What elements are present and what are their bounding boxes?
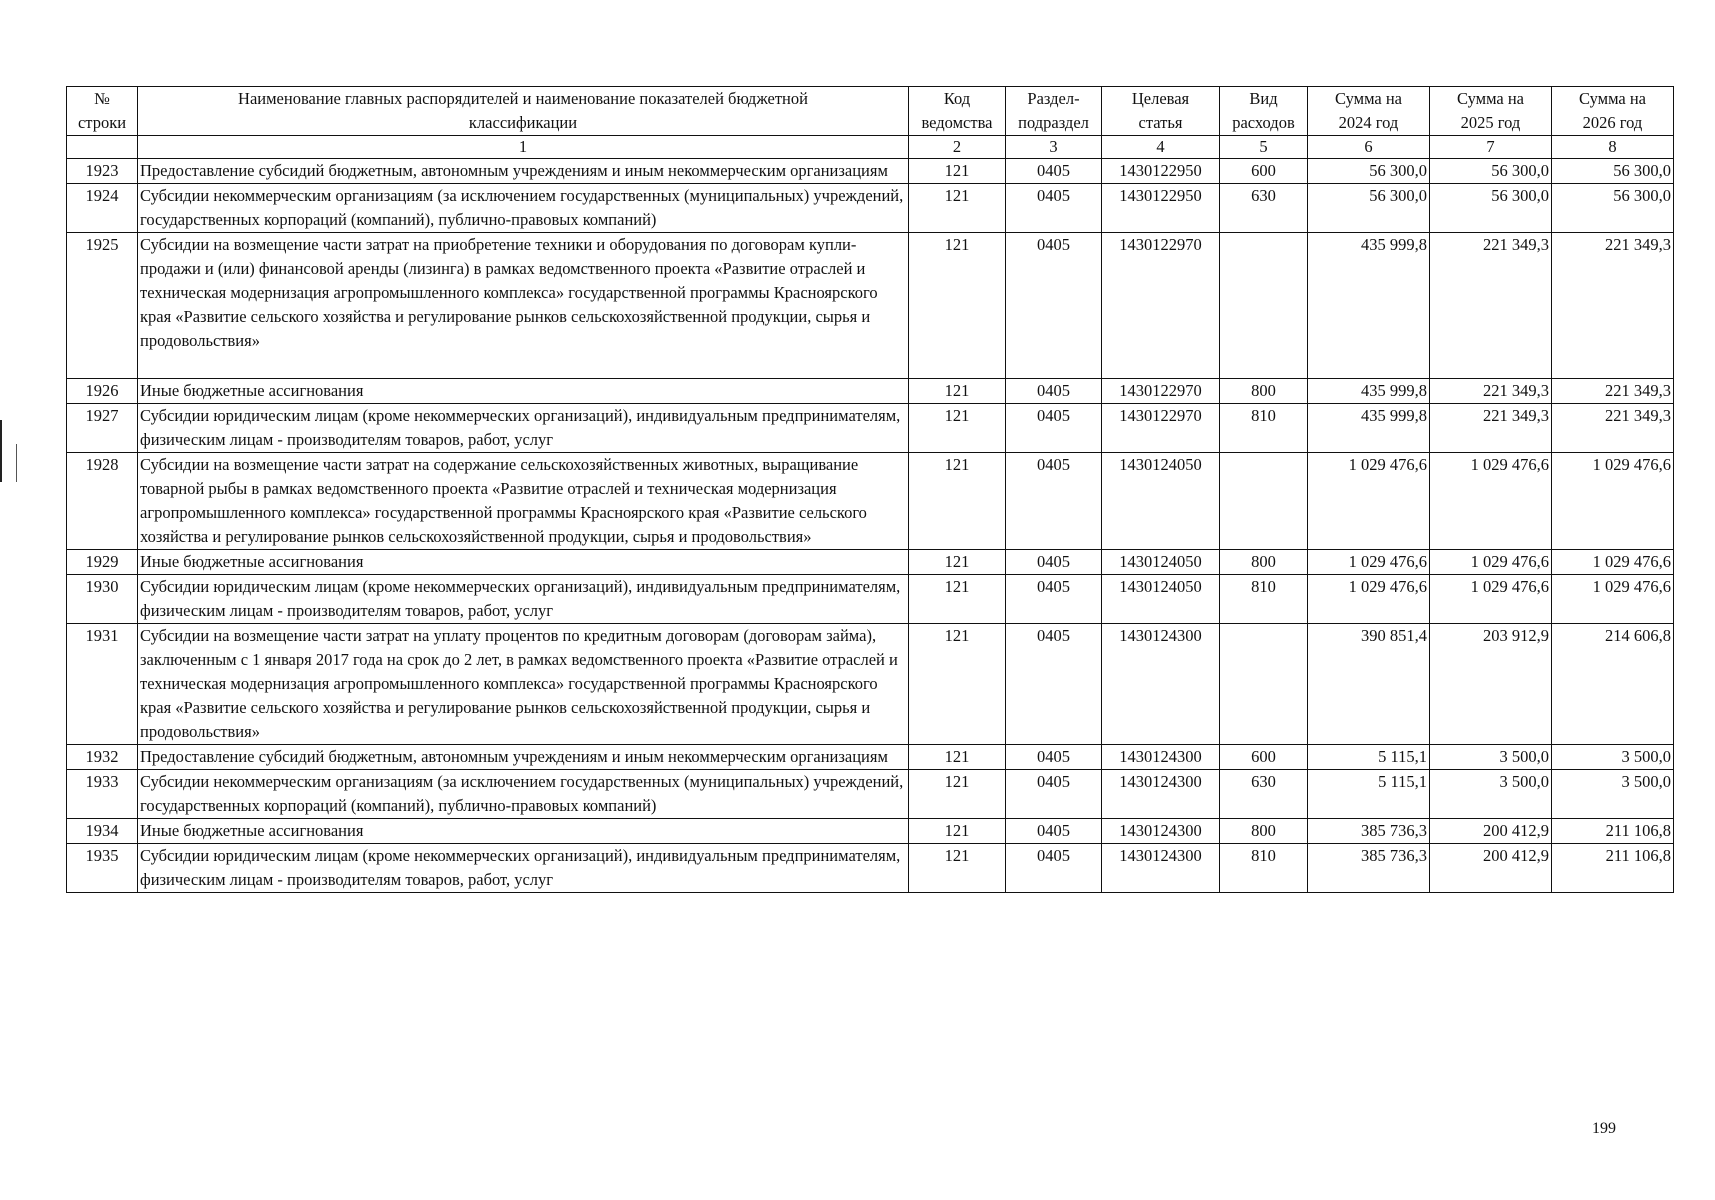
row-dept-code: 121: [909, 819, 1006, 844]
row-number: 1933: [67, 770, 138, 819]
row-sum-2024: 56 300,0: [1308, 184, 1430, 233]
row-sum-2026: 221 349,3: [1552, 379, 1674, 404]
row-number: 1930: [67, 575, 138, 624]
row-number: 1926: [67, 379, 138, 404]
row-sum-2024: 385 736,3: [1308, 819, 1430, 844]
table-row: [67, 624, 1674, 745]
row-sum-2025: 221 349,3: [1430, 404, 1552, 453]
column-number: 7: [1430, 136, 1552, 159]
row-section: 0405: [1006, 624, 1102, 745]
header-expense-type: Вид расходов: [1220, 87, 1308, 136]
row-sum-2025: 56 300,0: [1430, 159, 1552, 184]
row-dept-code: 121: [909, 770, 1006, 819]
row-target-article: 1430122970: [1102, 233, 1220, 379]
row-expense-type: 800: [1220, 550, 1308, 575]
row-sum-2024: 390 851,4: [1308, 624, 1430, 745]
row-sum-2024: 435 999,8: [1308, 379, 1430, 404]
row-sum-2025: 1 029 476,6: [1430, 575, 1552, 624]
row-dept-code: 121: [909, 404, 1006, 453]
row-number: 1932: [67, 745, 138, 770]
row-name: Иные бюджетные ассигнования: [138, 819, 909, 844]
row-dept-code: 121: [909, 184, 1006, 233]
table-row: [67, 550, 1674, 575]
row-target-article: 1430124050: [1102, 575, 1220, 624]
column-number: 8: [1552, 136, 1674, 159]
row-sum-2026: 56 300,0: [1552, 184, 1674, 233]
row-sum-2026: 1 029 476,6: [1552, 550, 1674, 575]
header-section: Раздел- подраздел: [1006, 87, 1102, 136]
row-target-article: 1430124300: [1102, 624, 1220, 745]
row-name: Субсидии юридическим лицам (кроме некоммерческих организаций), индивидуальным предпринимателям, физическим лицам - производителям товаров, работ, услуг: [138, 575, 909, 624]
header-sum-2024: Сумма на 2024 год: [1308, 87, 1430, 136]
row-section: 0405: [1006, 844, 1102, 893]
row-sum-2025: 221 349,3: [1430, 379, 1552, 404]
row-number: 1934: [67, 819, 138, 844]
row-sum-2026: 1 029 476,6: [1552, 575, 1674, 624]
row-target-article: 1430124300: [1102, 745, 1220, 770]
header-name: Наименование главных распорядителей и наименование показателей бюджетной классификации: [138, 87, 909, 136]
scan-margin-mark: [0, 420, 2, 482]
row-section: 0405: [1006, 379, 1102, 404]
row-expense-type: 600: [1220, 745, 1308, 770]
row-section: 0405: [1006, 453, 1102, 550]
row-name: Иные бюджетные ассигнования: [138, 550, 909, 575]
row-target-article: 1430122950: [1102, 159, 1220, 184]
row-target-article: 1430122950: [1102, 184, 1220, 233]
row-expense-type: 800: [1220, 379, 1308, 404]
column-number-row: [67, 136, 1674, 159]
row-sum-2025: 3 500,0: [1430, 745, 1552, 770]
row-sum-2025: 203 912,9: [1430, 624, 1552, 745]
row-sum-2024: 385 736,3: [1308, 844, 1430, 893]
row-target-article: 1430122970: [1102, 404, 1220, 453]
table-row: [67, 379, 1674, 404]
row-sum-2024: 5 115,1: [1308, 745, 1430, 770]
row-sum-2024: 435 999,8: [1308, 233, 1430, 379]
row-expense-type: [1220, 233, 1308, 379]
table-row: [67, 404, 1674, 453]
table-row: [67, 770, 1674, 819]
table-row: [67, 844, 1674, 893]
row-section: 0405: [1006, 184, 1102, 233]
row-sum-2024: 56 300,0: [1308, 159, 1430, 184]
row-expense-type: 800: [1220, 819, 1308, 844]
row-target-article: 1430124300: [1102, 844, 1220, 893]
row-sum-2024: 5 115,1: [1308, 770, 1430, 819]
row-target-article: 1430122970: [1102, 379, 1220, 404]
row-sum-2026: 1 029 476,6: [1552, 453, 1674, 550]
row-name: Субсидии юридическим лицам (кроме некоммерческих организаций), индивидуальным предпринимателям, физическим лицам - производителям товаров, работ, услуг: [138, 404, 909, 453]
row-name: Предоставление субсидий бюджетным, автономным учреждениям и иным некоммерческим организациям: [138, 745, 909, 770]
row-expense-type: 810: [1220, 575, 1308, 624]
row-section: 0405: [1006, 233, 1102, 379]
row-section: 0405: [1006, 550, 1102, 575]
row-section: 0405: [1006, 404, 1102, 453]
row-sum-2026: 3 500,0: [1552, 745, 1674, 770]
column-number: 6: [1308, 136, 1430, 159]
header-sum-2026: Сумма на 2026 год: [1552, 87, 1674, 136]
row-section: 0405: [1006, 575, 1102, 624]
row-sum-2025: 3 500,0: [1430, 770, 1552, 819]
row-name: Предоставление субсидий бюджетным, автономным учреждениям и иным некоммерческим организациям: [138, 159, 909, 184]
table-row: [67, 233, 1674, 379]
row-number: 1925: [67, 233, 138, 379]
row-sum-2026: 3 500,0: [1552, 770, 1674, 819]
column-number: 4: [1102, 136, 1220, 159]
row-target-article: 1430124050: [1102, 550, 1220, 575]
row-target-article: 1430124300: [1102, 770, 1220, 819]
table-row: [67, 819, 1674, 844]
table-row: [67, 745, 1674, 770]
row-sum-2025: 200 412,9: [1430, 844, 1552, 893]
row-sum-2026: 211 106,8: [1552, 844, 1674, 893]
row-name: Субсидии на возмещение части затрат на приобретение техники и оборудования по договорам купли-продажи и (или) финансовой аренды (лизинга) в рамках ведомственного проекта «Развитие отраслей и техническая модернизация агропромышленного комплекса» государственной программы Красноярского края «Развитие сельского хозяйства и регулирование рынков сельскохозяйственной продукции, сырья и продовольствия»: [138, 233, 909, 379]
row-sum-2026: 56 300,0: [1552, 159, 1674, 184]
row-dept-code: 121: [909, 379, 1006, 404]
row-expense-type: [1220, 453, 1308, 550]
row-number: 1927: [67, 404, 138, 453]
row-name: Субсидии на возмещение части затрат на уплату процентов по кредитным договорам (договорам займа), заключенным с 1 января 2017 года на срок до 2 лет, в рамках ведомственного проекта «Развитие отраслей и техническая модернизация агропромышленного комплекса» государственной программы Красноярского края «Развитие сельского хозяйства и регулирование рынков сельскохозяйственной продукции, сырья и продовольствия»: [138, 624, 909, 745]
row-expense-type: 630: [1220, 184, 1308, 233]
row-dept-code: 121: [909, 233, 1006, 379]
budget-table: [66, 86, 1674, 893]
column-number: 1: [138, 136, 909, 159]
table-row: [67, 159, 1674, 184]
row-dept-code: 121: [909, 453, 1006, 550]
row-number: 1931: [67, 624, 138, 745]
row-sum-2026: 221 349,3: [1552, 233, 1674, 379]
header-target-article: Целевая статья: [1102, 87, 1220, 136]
row-number: 1928: [67, 453, 138, 550]
row-dept-code: 121: [909, 575, 1006, 624]
row-expense-type: 630: [1220, 770, 1308, 819]
column-number: 3: [1006, 136, 1102, 159]
row-sum-2026: 214 606,8: [1552, 624, 1674, 745]
row-section: 0405: [1006, 770, 1102, 819]
row-expense-type: 810: [1220, 844, 1308, 893]
row-sum-2026: 211 106,8: [1552, 819, 1674, 844]
row-dept-code: 121: [909, 624, 1006, 745]
row-target-article: 1430124050: [1102, 453, 1220, 550]
row-dept-code: 121: [909, 159, 1006, 184]
row-number: 1929: [67, 550, 138, 575]
row-number: 1924: [67, 184, 138, 233]
row-sum-2024: 1 029 476,6: [1308, 453, 1430, 550]
header-dept-code: Код ведомства: [909, 87, 1006, 136]
row-sum-2024: 1 029 476,6: [1308, 575, 1430, 624]
table-row: [67, 575, 1674, 624]
row-name: Субсидии юридическим лицам (кроме некоммерческих организаций), индивидуальным предпринимателям, физическим лицам - производителям товаров, работ, услуг: [138, 844, 909, 893]
row-number: 1923: [67, 159, 138, 184]
table-row: [67, 453, 1674, 550]
row-sum-2025: 56 300,0: [1430, 184, 1552, 233]
page-number: 199: [1592, 1120, 1616, 1137]
column-number: [67, 136, 138, 159]
row-name: Субсидии на возмещение части затрат на содержание сельскохозяйственных животных, выращивание товарной рыбы в рамках ведомственного проекта «Развитие отраслей и техническая модернизация агропромышленного комплекса» государственной программы Красноярского края «Развитие сельского хозяйства и регулирование рынков сельскохозяйственной продукции, сырья и продовольствия»: [138, 453, 909, 550]
row-name: Субсидии некоммерческим организациям (за исключением государственных (муниципальных) учреждений, государственных корпораций (компаний), публично-правовых компаний): [138, 184, 909, 233]
column-number: 2: [909, 136, 1006, 159]
row-dept-code: 121: [909, 550, 1006, 575]
scan-margin-mark: [16, 444, 17, 482]
row-section: 0405: [1006, 745, 1102, 770]
row-sum-2024: 1 029 476,6: [1308, 550, 1430, 575]
table-header-row: [67, 87, 1674, 136]
row-name: Иные бюджетные ассигнования: [138, 379, 909, 404]
row-sum-2025: 200 412,9: [1430, 819, 1552, 844]
row-expense-type: [1220, 624, 1308, 745]
row-sum-2025: 1 029 476,6: [1430, 550, 1552, 575]
header-row-number: № строки: [67, 87, 138, 136]
row-section: 0405: [1006, 159, 1102, 184]
row-target-article: 1430124300: [1102, 819, 1220, 844]
column-number: 5: [1220, 136, 1308, 159]
row-dept-code: 121: [909, 745, 1006, 770]
row-section: 0405: [1006, 819, 1102, 844]
header-sum-2025: Сумма на 2025 год: [1430, 87, 1552, 136]
row-expense-type: 810: [1220, 404, 1308, 453]
row-sum-2026: 221 349,3: [1552, 404, 1674, 453]
table-row: [67, 184, 1674, 233]
row-sum-2025: 221 349,3: [1430, 233, 1552, 379]
row-sum-2024: 435 999,8: [1308, 404, 1430, 453]
row-number: 1935: [67, 844, 138, 893]
row-dept-code: 121: [909, 844, 1006, 893]
row-name: Субсидии некоммерческим организациям (за исключением государственных (муниципальных) учреждений, государственных корпораций (компаний), публично-правовых компаний): [138, 770, 909, 819]
row-sum-2025: 1 029 476,6: [1430, 453, 1552, 550]
row-expense-type: 600: [1220, 159, 1308, 184]
